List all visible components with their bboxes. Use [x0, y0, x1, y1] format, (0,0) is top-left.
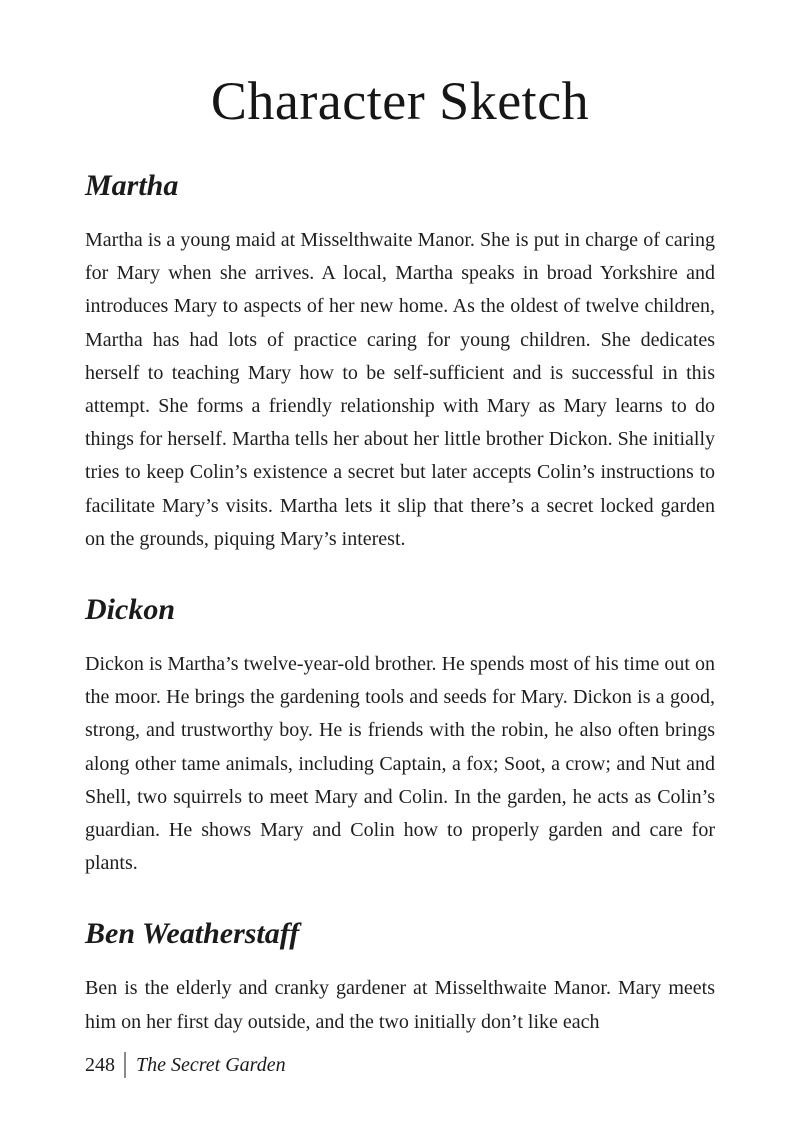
section-body-martha: Martha is a young maid at Misselthwaite Manor. She is put in charge of caring for Mary when she arrives. A local, Martha speaks in broad Yorkshire and introduces Mary to aspects of her new home. As the oldest of twelve children, Martha has had lots of practice caring for young children. She dedicates herself to teaching Mary how to be self-sufficient and is successful in this attempt. She forms a friendly relationship with Mary as Mary learns to do things for herself. Martha tells her about her little brother Dickon. She initially tries to keep Colin’s existence a secret but later accepts Colin’s instructions to facilitate Mary’s visits. Martha lets it slip that there’s a secret locked garden on the grounds, piquing Mary’s interest. — [85, 229, 715, 550]
page-title: Character Sketch — [210, 71, 590, 131]
footer-page-number: 248 — [85, 1054, 115, 1076]
section-body-dickon: Dickon is Martha’s twelve-year-old brother. He spends most of his time out on the moor. He brings the gardening tools and seeds for Mary. Dickon is a good, strong, and trustworthy boy. He is friends with the robin, he also often brings along other tame animals, including Captain, a fox; Soot, a crow; and Nut and Shell, two squirrels to meet Mary and Colin. In the garden, he acts as Colin’s guardian. He shows Mary and Colin how to properly garden and care for plants. — [85, 653, 715, 875]
section-heading-ben-weatherstaff: Ben Weatherstaff — [85, 917, 300, 951]
footer-book-title: The Secret Garden — [136, 1054, 286, 1076]
footer-divider — [124, 1052, 126, 1078]
section-heading-dickon: Dickon — [85, 593, 175, 627]
section-body-ben-weatherstaff: Ben is the elderly and cranky gardener at Misselthwaite Manor. Mary meets him on her first day outside, and the two initially don’t like each — [85, 977, 715, 1033]
page-footer — [85, 1052, 286, 1078]
page-content — [85, 0, 715, 1039]
section-heading-martha: Martha — [85, 169, 179, 202]
